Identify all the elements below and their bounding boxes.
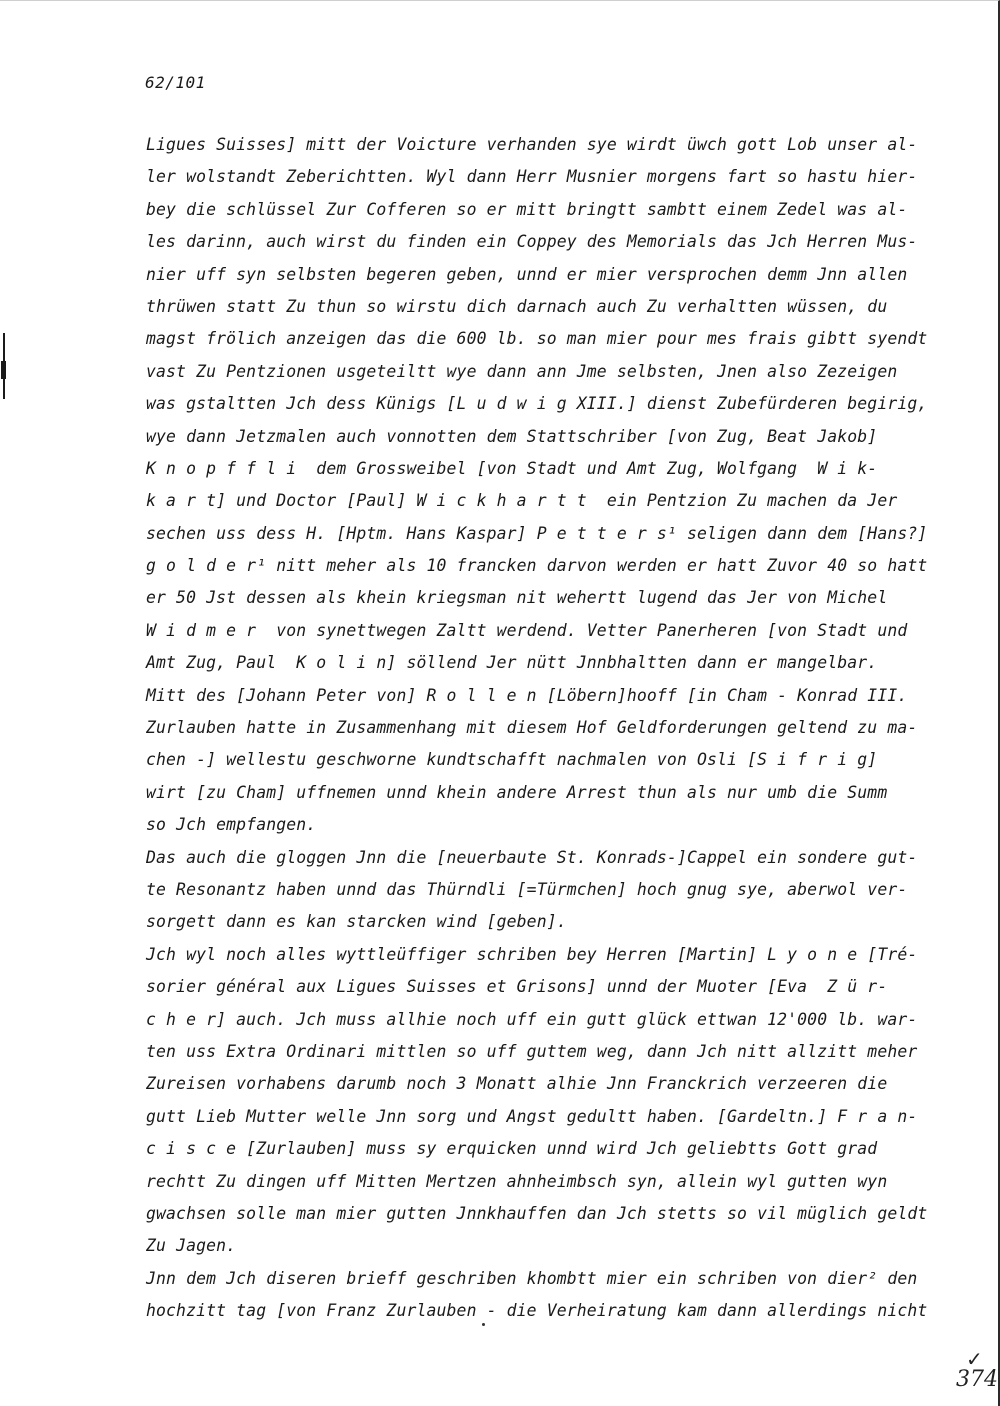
stray-dot xyxy=(482,1323,485,1326)
text-line: ler wolstandt Zeberichtten. Wyl dann Herr Musnier morgens fart so hastu hier- xyxy=(146,167,918,187)
text-line: magst frölich anzeigen das die 600 lb. so man mier pour mes frais gibtt syendt xyxy=(146,329,928,349)
text-line: c h e r] auch. Jch muss allhie noch uff ein gutt glück ettwan 12'000 lb. war- xyxy=(146,1009,918,1029)
text-line: chen -] wellestu geschworne kundtschafft nachmalen von Osli [S i f r i g] xyxy=(146,750,878,770)
text-line: K n o p f f l i dem Grossweibel [von Stadt und Amt Zug, Wolfgang W i k- xyxy=(146,458,878,478)
text-line: sorgett dann es kan starcken wind [geben]. xyxy=(146,912,567,932)
check-mark: ✓ xyxy=(966,1347,983,1371)
text-line: Zu Jagen. xyxy=(146,1236,237,1256)
text-line: so Jch empfangen. xyxy=(146,815,317,835)
text-line: er 50 Jst dessen als khein kriegsman nit wehertt lugend das Jer von Michel xyxy=(146,588,888,608)
page-number: 62/101 xyxy=(145,73,206,92)
text-line: thrüwen statt Zu thun so wirstu dich darnach auch Zu verhaltten wüssen, du xyxy=(146,296,888,316)
letter-transcription-body xyxy=(146,129,946,1327)
text-line: Das auch die gloggen Jnn die [neuerbaute St. Konrads-]Cappel ein sondere gut- xyxy=(146,847,918,867)
text-line: Jnn dem Jch diseren brieff geschriben khombtt mier ein schriben von dier² den xyxy=(146,1268,918,1288)
text-line: ten uss Extra Ordinari mittlen so uff guttem weg, dann Jch nitt allzitt meher xyxy=(146,1041,918,1061)
text-line: gwachsen solle man mier gutten Jnnkhauffen dan Jch stetts so vil müglich geldt xyxy=(146,1203,928,1223)
text-line: was gstaltten Jch dess Künigs [L u d w i g XIII.] dienst Zubefürderen begirig, xyxy=(146,394,928,414)
text-line: k a r t] und Doctor [Paul] W i c k h a r t t ein Pentzion Zu machen da Jer xyxy=(146,491,898,511)
text-line: hochzitt tag [von Franz Zurlauben - die Verheiratung kam dann allerdings nicht xyxy=(146,1301,928,1321)
text-line: vast Zu Pentzionen usgeteiltt wye dann ann Jme selbsten, Jnen also Zezeigen xyxy=(146,361,898,381)
text-line: Ligues Suisses] mitt der Voicture verhanden sye wirdt üwch gott Lob unser al- xyxy=(146,135,918,154)
text-line: Mitt des [Johann Peter von] R o l l e n [Löbern]hooff [in Cham - Konrad III. xyxy=(146,685,908,705)
text-line: wye dann Jetzmalen auch vonnotten dem Stattschriber [von Zug, Beat Jakob] xyxy=(146,426,878,446)
text-line: c i s c e [Zurlauben] muss sy erquicken unnd wird Jch geliebtts Gott grad xyxy=(146,1139,878,1159)
text-line: rechtt Zu dingen uff Mitten Mertzen ahnheimbsch syn, allein wyl gutten wyn xyxy=(146,1171,888,1191)
text-line: gutt Lieb Mutter welle Jnn sorg und Angst gedultt haben. [Gardeltn.] F r a n- xyxy=(146,1106,918,1126)
text-line: te Resonantz haben unnd das Thürndli [=Türmchen] hoch gnug sye, aberwol ver- xyxy=(146,879,908,899)
text-line: bey die schlüssel Zur Cofferen so er mitt bringtt sambtt einem Zedel was al- xyxy=(146,199,908,219)
margin-binding-mark xyxy=(3,333,5,399)
text-line: Zureisen vorhabens darumb noch 3 Monatt alhie Jnn Franckrich verzeeren die xyxy=(146,1074,888,1094)
text-line: wirt [zu Cham] uffnemen unnd khein andere Arrest thun als nur umb die Summ xyxy=(146,782,888,802)
text-line: W i d m e r von synettwegen Zaltt werdend. Vetter Panerheren [von Stadt und xyxy=(146,620,908,640)
text-line: nier uff syn selbsten begeren geben, unnd er mier versprochen demm Jnn allen xyxy=(146,264,908,284)
text-line: g o l d e r¹ nitt meher als 10 francken darvon werden er hatt Zuvor 40 so hatt xyxy=(146,556,928,576)
text-line: Jch wyl noch alles wyttleüffiger schriben bey Herren [Martin] L y o n e [Tré- xyxy=(146,944,918,964)
text-line: Amt Zug, Paul K o l i n] söllend Jer nütt Jnnbhaltten dann er mangelbar. xyxy=(146,653,878,673)
text-line: sorier général aux Ligues Suisses et Grisons] unnd der Muoter [Eva Z ü r- xyxy=(146,977,888,997)
folio-number: 374 xyxy=(956,1367,998,1392)
text-line: sechen uss dess H. [Hptm. Hans Kaspar] P e t t e r s¹ seligen dann dem [Hans?] xyxy=(146,523,928,543)
text-line: Zurlauben hatte in Zusammenhang mit diesem Hof Geldforderungen geltend zu ma- xyxy=(146,718,918,738)
text-line: les darinn, auch wirst du finden ein Coppey des Memorials das Jch Herren Mus- xyxy=(146,232,918,252)
